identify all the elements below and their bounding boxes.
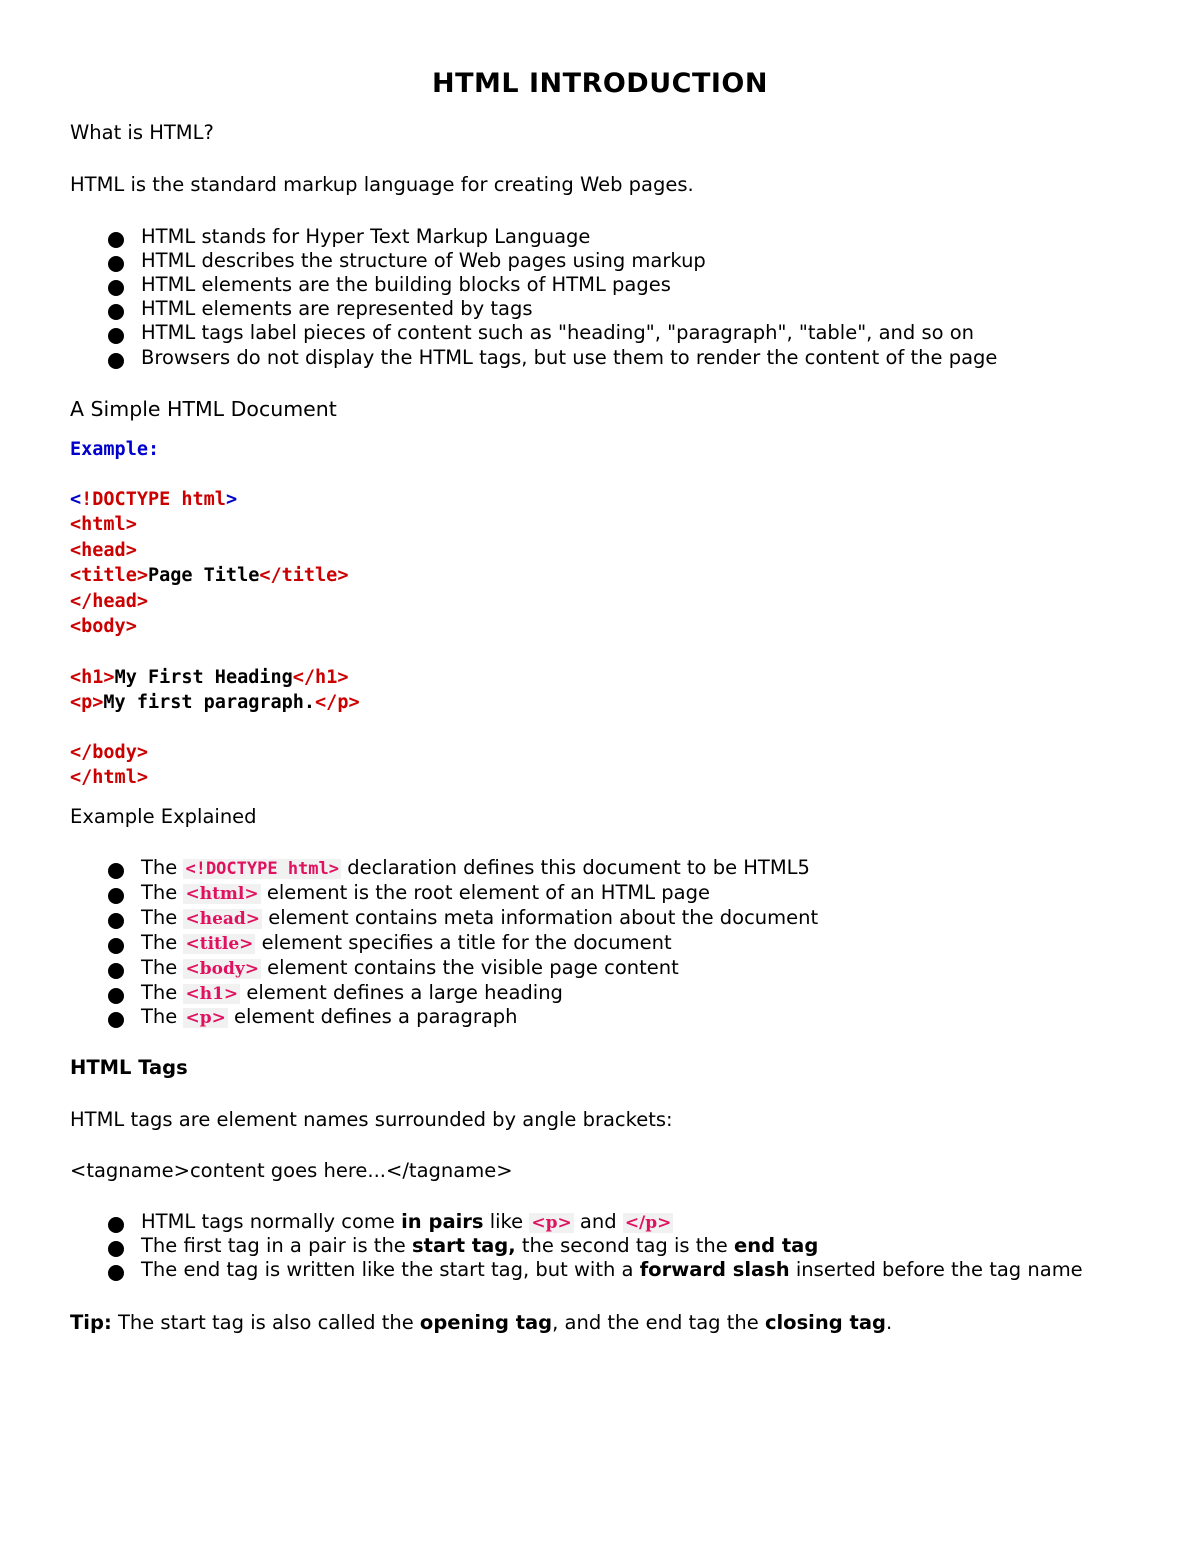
list-item: HTML describes the structure of Web pages using markup (141, 249, 706, 272)
code-tag: <title> (70, 565, 148, 586)
code-attr: html (181, 489, 226, 510)
code-tag: </h1> (292, 667, 349, 688)
bullet-dot-icon (108, 328, 124, 344)
tip-label: Tip: (70, 1311, 112, 1334)
list-item: HTML tags label pieces of content such as "heading", "paragraph", "table", and so on (141, 321, 975, 344)
list-item: HTML elements are represented by tags (141, 297, 533, 320)
inline-code-tag: </p> (624, 1213, 672, 1233)
tags-definition: HTML tags are element names surrounded by angle brackets: (70, 1108, 673, 1131)
list-item: The <h1> element defines a large heading (141, 981, 563, 1004)
tip-paragraph: Tip: The start tag is also called the opening tag, and the end tag the closing tag. (70, 1311, 893, 1334)
bullet-dot-icon (108, 938, 124, 954)
bullet-dot-icon (108, 863, 124, 879)
code-text: Page Title (147, 565, 260, 586)
code-bracket: > (225, 489, 238, 510)
definition-text: HTML is the standard markup language for creating Web pages. (70, 173, 694, 196)
list-item: The <body> element contains the visible page content (141, 956, 679, 979)
code-tag: </p> (315, 692, 360, 713)
list-item: HTML stands for Hyper Text Markup Language (141, 225, 591, 248)
bullet-dot-icon (108, 353, 124, 369)
bullet-dot-icon (108, 988, 124, 1004)
code-line-head-close: </head> (70, 591, 148, 612)
code-line-title (70, 563, 348, 589)
code-line-html-close: </html> (70, 767, 148, 788)
list-item: The <p> element defines a paragraph (141, 1005, 518, 1028)
code-tag: <p> (70, 692, 104, 713)
inline-code-tag: <p> (185, 1008, 226, 1028)
question-text: What is HTML? (70, 121, 214, 144)
tags-syntax: <tagname>content goes here...</tagname> (70, 1159, 513, 1182)
list-item: Browsers do not display the HTML tags, but use them to render the content of the page (141, 346, 998, 369)
bullet-dot-icon (108, 963, 124, 979)
list-item: The <html> element is the root element of an HTML page (141, 881, 710, 904)
code-text: My first paragraph. (103, 692, 316, 713)
example-label: Example: (70, 439, 160, 460)
inline-code-tag: <html> (185, 884, 259, 904)
code-line-html-open: <html> (70, 514, 137, 535)
list-item: The end tag is written like the start tag, but with a forward slash inserted before the tag name (141, 1258, 1083, 1281)
code-line-doctype (70, 487, 237, 513)
bullet-dot-icon (108, 1265, 124, 1281)
bullet-dot-icon (108, 232, 124, 248)
list-item: The <!DOCTYPE html> declaration defines this document to be HTML5 (141, 856, 810, 879)
bullet-dot-icon (108, 280, 124, 296)
code-text: My First Heading (114, 667, 293, 688)
inline-code-tag: <p> (531, 1213, 572, 1233)
code-keyword: !DOCTYPE (81, 489, 171, 510)
bullet-dot-icon (108, 913, 124, 929)
code-line-body-close: </body> (70, 742, 148, 763)
code-line-body-open: <body> (70, 616, 137, 637)
list-item: The first tag in a pair is the start tag, the second tag is the end tag (141, 1234, 819, 1257)
bullet-dot-icon (108, 256, 124, 272)
code-tag: <h1> (70, 667, 115, 688)
inline-code-tag: <h1> (185, 984, 239, 1004)
code-bracket: < (70, 489, 82, 510)
list-item: HTML elements are the building blocks of HTML pages (141, 273, 671, 296)
list-item: HTML tags normally come in pairs like <p> and </p> (141, 1210, 672, 1233)
inline-code-tag: <body> (185, 959, 259, 979)
code-line-h1 (70, 665, 348, 691)
tags-heading: HTML Tags (70, 1056, 188, 1079)
code-tag: </title> (259, 565, 349, 586)
page-title: HTML INTRODUCTION (432, 68, 768, 99)
list-item: The <title> element specifies a title for the document (141, 931, 672, 954)
inline-code-tag: <!DOCTYPE html> (185, 859, 339, 879)
inline-code-tag: <title> (185, 934, 254, 954)
code-line-head-open: <head> (70, 540, 137, 561)
bullet-dot-icon (108, 1241, 124, 1257)
explained-heading: Example Explained (70, 805, 257, 828)
bullet-dot-icon (108, 1012, 124, 1028)
bullet-dot-icon (108, 888, 124, 904)
inline-code-tag: <head> (185, 909, 261, 929)
code-line-p (70, 690, 360, 716)
bullet-dot-icon (108, 1217, 124, 1233)
list-item: The <head> element contains meta information about the document (141, 906, 819, 929)
simple-doc-heading: A Simple HTML Document (70, 397, 337, 421)
bullet-dot-icon (108, 304, 124, 320)
